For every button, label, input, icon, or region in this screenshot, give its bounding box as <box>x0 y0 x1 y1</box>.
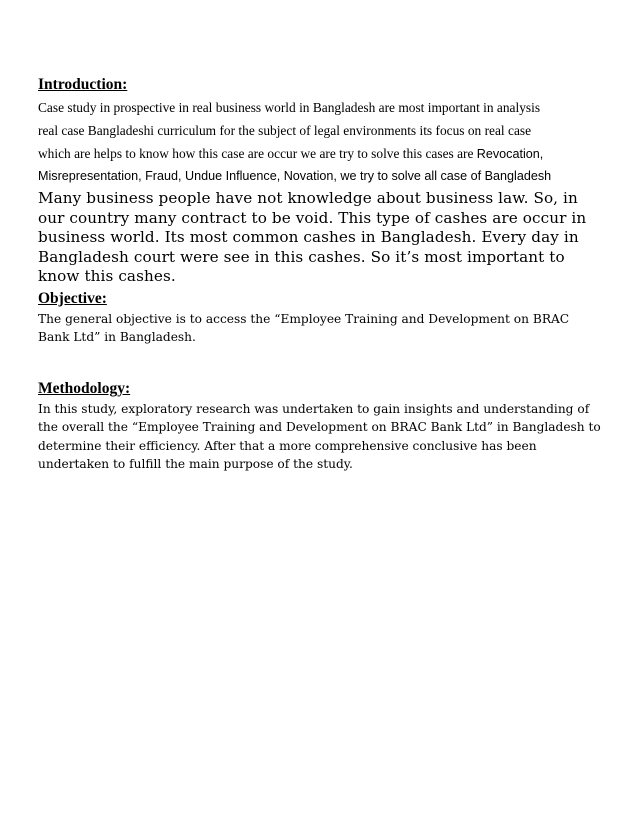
introduction-line-1: Case study in prospective in real business world in Bangladesh are most important in analysis <box>38 100 541 115</box>
introduction-section <box>38 76 602 302</box>
methodology-heading: Methodology: <box>38 380 131 397</box>
introduction-line-3 <box>38 142 602 165</box>
introduction-heading: Introduction: <box>38 76 128 93</box>
introduction-lines <box>38 96 602 188</box>
introduction-line-3-serif: which are helps to know how this case are occur we are try to solve this cases are <box>38 146 477 161</box>
introduction-line-3-sans: Revocation, <box>476 147 544 161</box>
introduction-line-4: Misrepresentation, Fraud, Undue Influence, Novation, we try to solve all case of Bangladesh <box>38 169 552 183</box>
introduction-paragraph: Many business people have not knowledge about business law. So, in our country many contract to be void. This type of cashes are occur in business world. Its most common cashes in Bangladesh. Every day in Bangladesh court were see in this cashes. So it’s most important to know this cashes. <box>38 189 587 285</box>
objective-heading: Objective: <box>38 290 107 307</box>
methodology-section <box>38 380 602 474</box>
objective-section <box>38 290 602 347</box>
introduction-line-2: real case Bangladeshi curriculum for the subject of legal environments its focus on real case <box>38 123 532 138</box>
objective-text: The general objective is to access the “Employee Training and Development on BRAC Bank Ltd” in Bangladesh. <box>38 312 570 345</box>
methodology-text: In this study, exploratory research was undertaken to gain insights and understanding of the overall the “Employee Training and Development on BRAC Bank Ltd” in Bangladesh to determine their efficiency. After that a more comprehensive conclusive has been undertaken to fulfill the main purpose of the study. <box>38 402 601 472</box>
